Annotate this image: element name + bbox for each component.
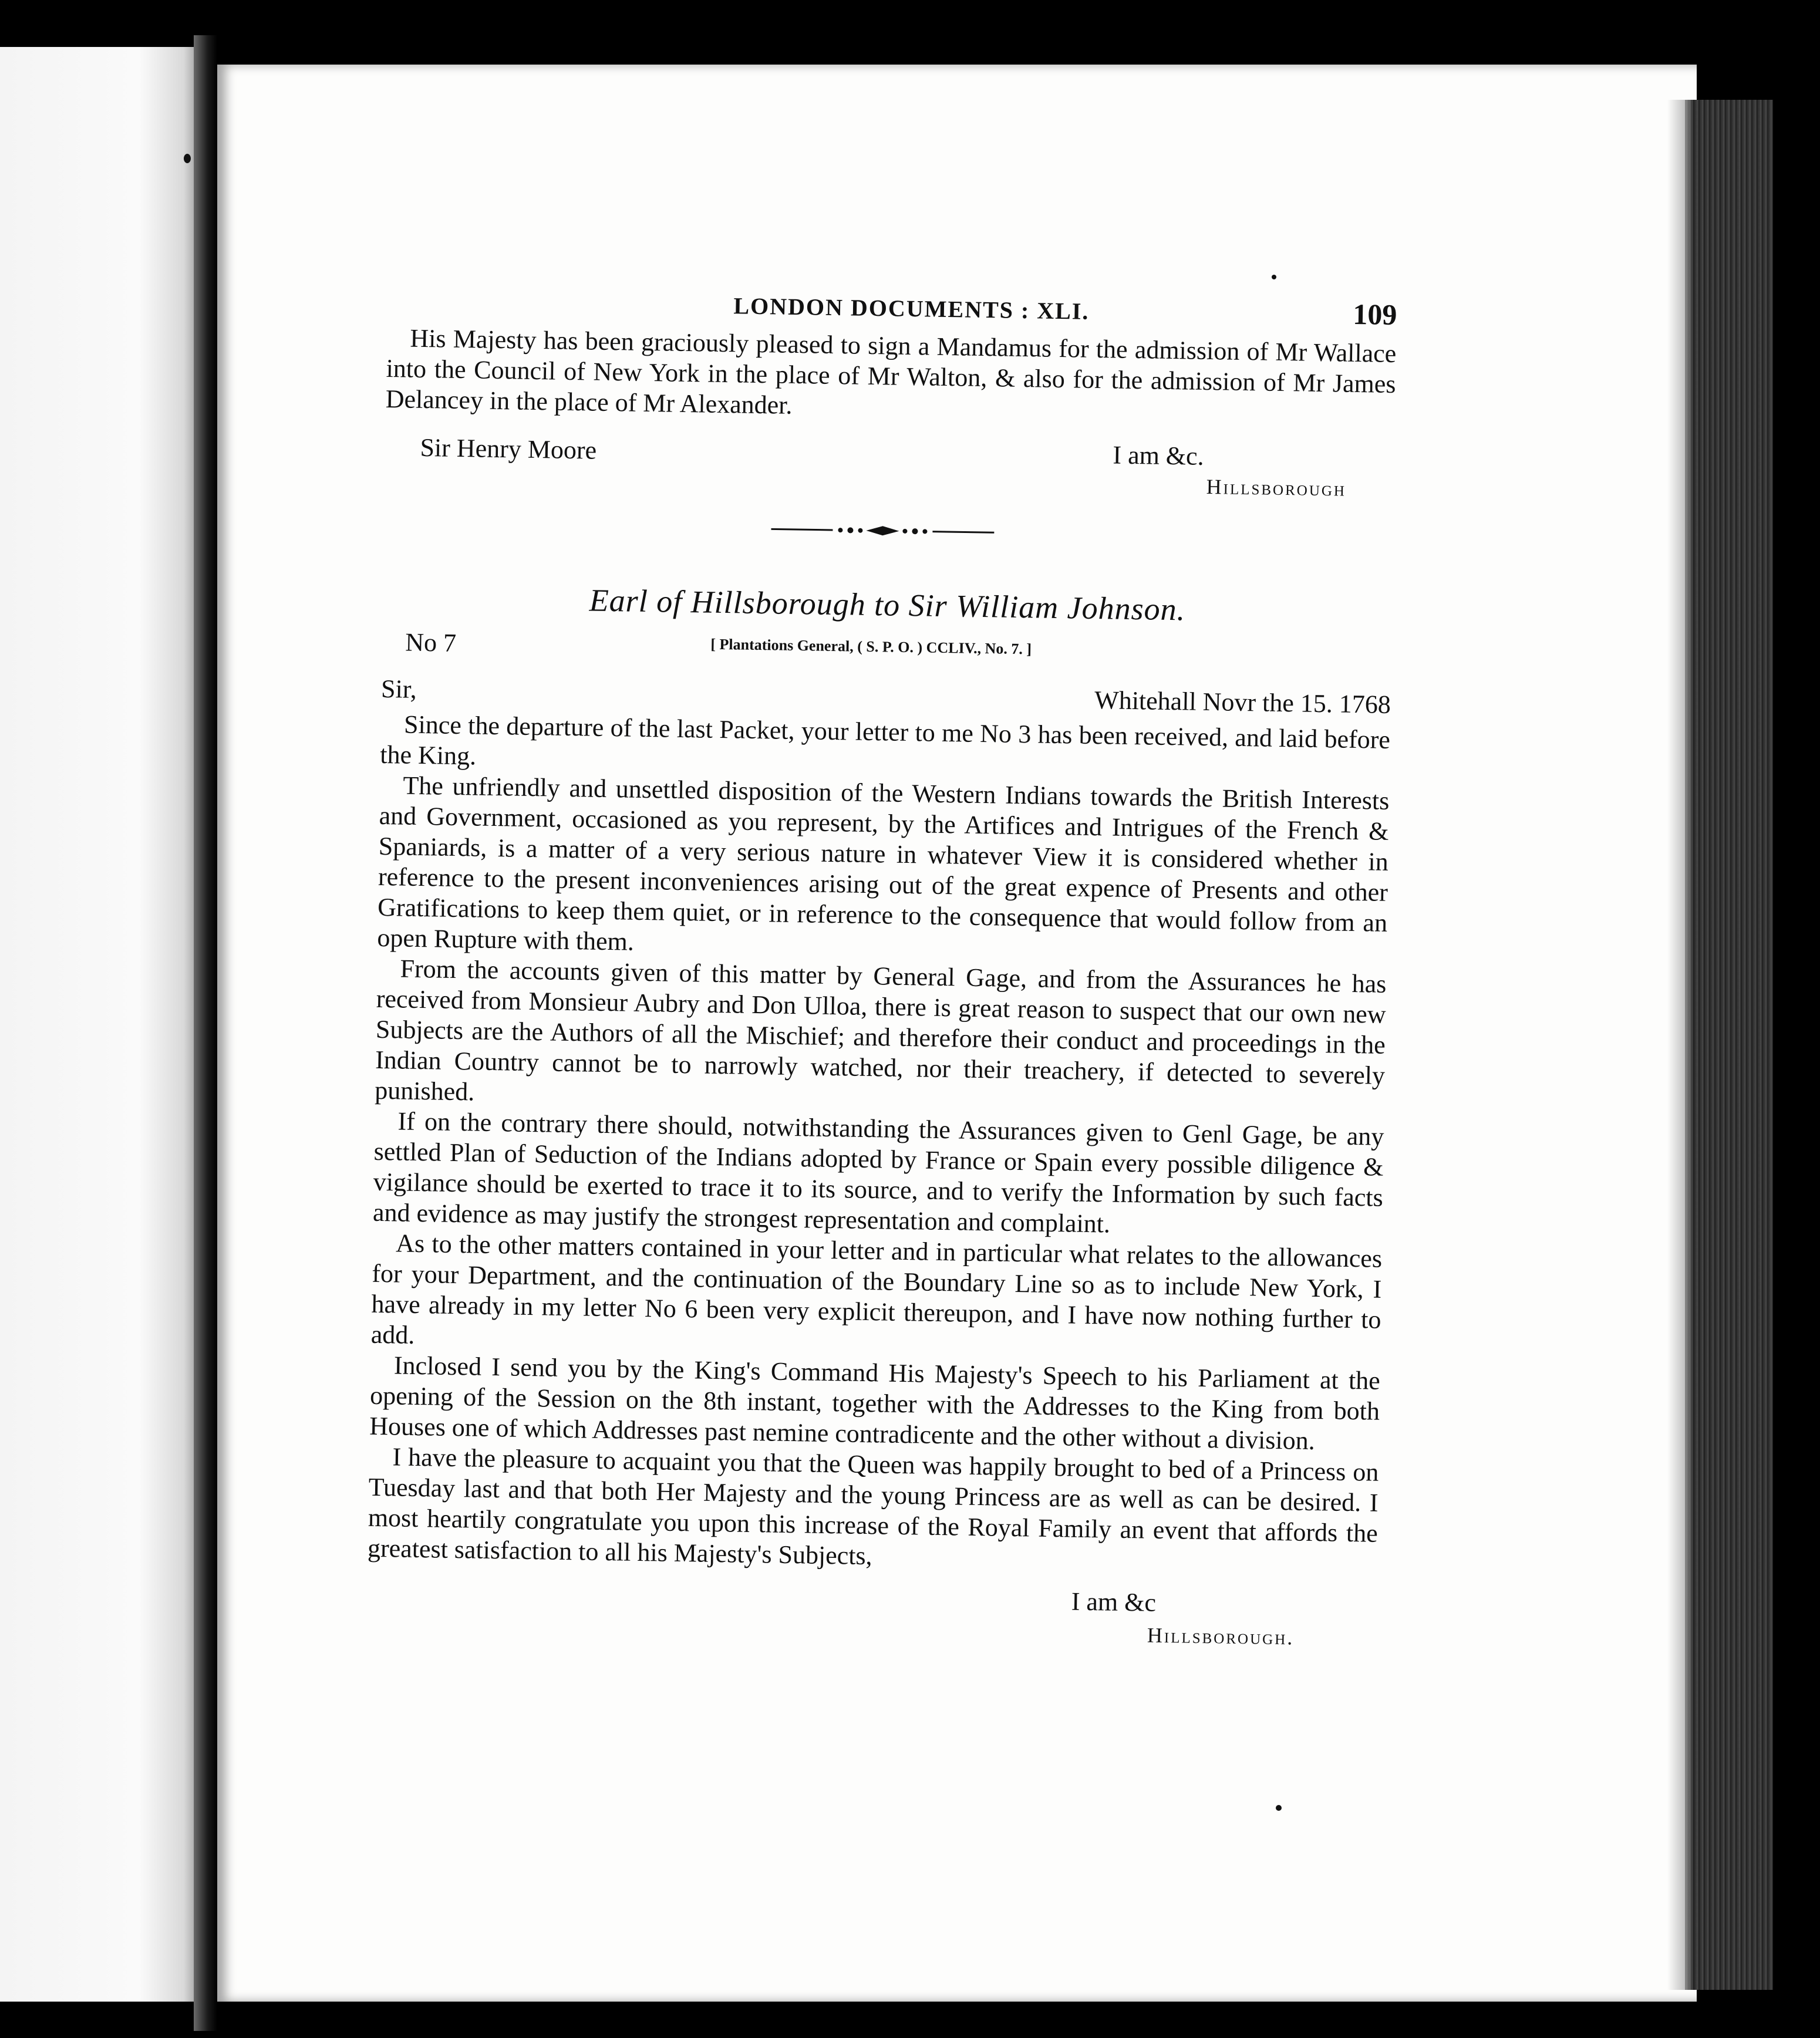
running-title: LONDON DOCUMENTS : XLI. xyxy=(733,292,1090,325)
paragraph: Since the departure of the last Packet, your letter to me No 3 has been received, and laid before the King. xyxy=(379,710,1391,771)
paragraph: If on the contrary there should, notwithstanding the Assurances given to Genl Gage, be any settled Plan of Seduction of the Indians adopted by France or Spain every possible diligence & vigilance should be exerted to trace it to its source, and to verify the Information by such facts and evidence as may justify the strongest representation and complaint. xyxy=(372,1106,1384,1239)
addressee: Sir Henry Moore xyxy=(420,433,597,465)
source-citation: [ Plantations General, ( S. P. O. ) CCLIV., No. 7. ] xyxy=(710,635,1032,658)
paragraph: His Majesty has been graciously pleased to sign a Mandamus for the admission of Mr Wallace into the Council of New York in the place of Mr Walton, & also for the admission of Mr James Delancey in the place of Mr Alexander. xyxy=(385,323,1397,420)
paragraph: As to the other matters contained in your letter and in particular what relates to the allowances for your Department, and the continuation of the Boundary Line so as to include New York, I have already in my letter No 6 been very explicit thereupon, and I have now nothing further to add. xyxy=(370,1229,1383,1349)
page-block-edge xyxy=(1685,100,1773,1990)
page-edge-shadow xyxy=(1667,100,1691,1990)
ink-speck xyxy=(1276,1805,1282,1811)
facing-page-edge xyxy=(0,47,200,2002)
dateline: Whitehall Novr the 15. 1768 xyxy=(1094,686,1391,719)
letter-number: No 7 xyxy=(405,627,457,657)
letter-closing xyxy=(384,432,1395,512)
complimentary-close: I am &c. xyxy=(1113,440,1205,471)
section-divider xyxy=(383,502,1394,559)
letter-reference xyxy=(382,627,1392,678)
document-text xyxy=(366,282,1397,1668)
paragraph: From the accounts given of this matter by General Gage, and from the Assurances he has received from Monsieur Aubry and Don Ulloa, there is great reason to suspect that our own new Subjects are the Authors of all the Mischief; and therefore their conduct and proceedings in the Indian Country cannot be to narrowly watched, nor their treachery, if detected to severely punished. xyxy=(374,954,1387,1106)
book-gutter xyxy=(194,35,217,2031)
complimentary-close: I am &c xyxy=(1071,1587,1157,1617)
salutation: Sir, xyxy=(380,674,417,704)
signature: Hillsborough. xyxy=(1147,1623,1295,1649)
paragraph: The unfriendly and unsettled disposition of the Western Indians towards the British Interests and Government, occasioned as you represent, by the Artifices and Intrigues of the French & Spaniards, is a matter of a very serious nature in whatever View it is considered whether in reference to the present inconveniences arising out of the great expence of Presents and other Gratifications to keep them quiet, or in reference to the consequence that would follow from an open Rupture with them. xyxy=(377,771,1390,956)
ornamental-rule-icon xyxy=(771,520,994,541)
letter-heading: Earl of Hillsborough to Sir William Johnson. xyxy=(589,582,1186,627)
ink-speck xyxy=(1272,275,1276,279)
ink-speck xyxy=(184,154,191,163)
page-number: 109 xyxy=(1352,297,1397,332)
paragraph: I have the pleasure to acquaint you that the Queen was happily brought to bed of a Princess on Tuesday last and that both Her Majesty and the young Princess are as well as can be desired. I most heartily congratulate you upon this increase of the Royal Family an event that affords the greatest satisfaction to all his Majesty's Subjects, xyxy=(367,1442,1379,1571)
paragraph: Inclosed I send you by the King's Command His Majesty's Speech to his Parliament at the opening of the Session on the 8th instant, together with the Addresses to the King from both Houses one of which Addresses past nemine contradicente and the other without a division. xyxy=(369,1351,1381,1456)
signature: Hillsborough xyxy=(1206,474,1347,501)
letter-closing xyxy=(366,1575,1377,1668)
